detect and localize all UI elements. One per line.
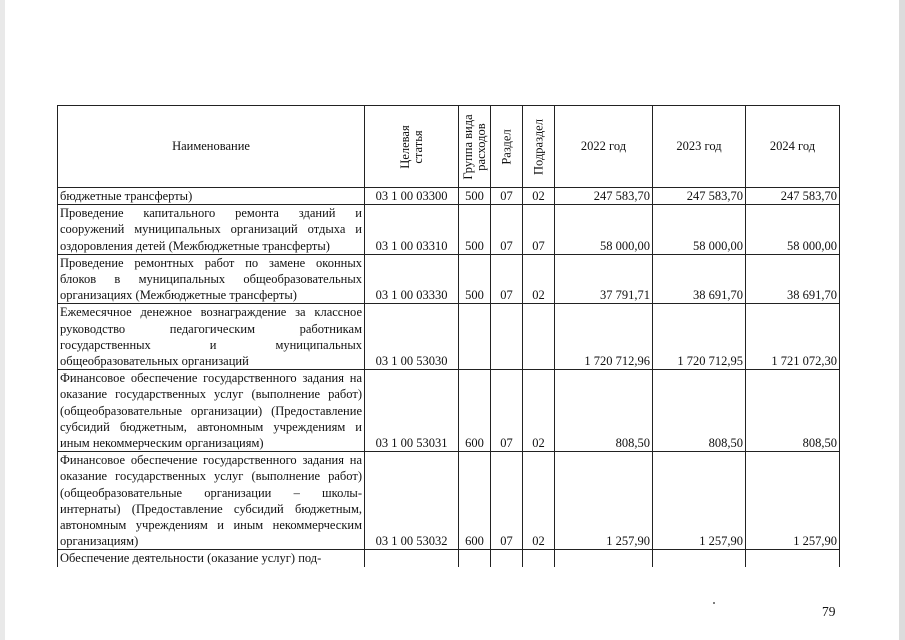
row-2023: 38 691,70 bbox=[653, 254, 746, 304]
table-row bbox=[58, 205, 840, 255]
row-subsection: 07 bbox=[523, 205, 555, 255]
row-name: Обеспечение деятельности (оказание услуг) под- bbox=[58, 550, 365, 567]
header-section-label: Раздел bbox=[499, 128, 513, 165]
row-2023 bbox=[653, 550, 746, 567]
row-2022: 1 720 712,96 bbox=[555, 304, 653, 370]
row-2023: 58 000,00 bbox=[653, 205, 746, 255]
row-name: бюджетные трансферты) bbox=[58, 188, 365, 205]
header-2022: 2022 год bbox=[555, 106, 653, 188]
row-expense-group: 500 bbox=[459, 254, 491, 304]
row-expense-group bbox=[459, 550, 491, 567]
row-expense-group bbox=[459, 304, 491, 370]
row-target-article: 03 1 00 53032 bbox=[365, 452, 459, 550]
row-2023: 808,50 bbox=[653, 370, 746, 452]
row-2022: 58 000,00 bbox=[555, 205, 653, 255]
header-subsection-label: Подраздел bbox=[531, 118, 545, 175]
row-2022: 247 583,70 bbox=[555, 188, 653, 205]
header-expense-group-label: Группа вида расходов bbox=[460, 113, 488, 180]
row-target-article: 03 1 00 03300 bbox=[365, 188, 459, 205]
scan-speck bbox=[713, 602, 715, 604]
header-target-article bbox=[365, 106, 459, 188]
row-section: 07 bbox=[491, 370, 523, 452]
row-target-article: 03 1 00 03330 bbox=[365, 254, 459, 304]
row-name: Финансовое обеспечение государственного задания на оказание государственных услуг (выполнение работ) (общеобразовательные организации) (Предоставление субсидий бюджетным, автономным учреждениям и иным некоммерческим организациям) bbox=[58, 370, 365, 452]
row-expense-group: 600 bbox=[459, 370, 491, 452]
header-section bbox=[491, 106, 523, 188]
row-section bbox=[491, 550, 523, 567]
row-2022: 808,50 bbox=[555, 370, 653, 452]
row-section: 07 bbox=[491, 452, 523, 550]
row-subsection: 02 bbox=[523, 188, 555, 205]
row-2022: 37 791,71 bbox=[555, 254, 653, 304]
row-name: Ежемесячное денежное вознаграждение за классное руководство педагогическим работникам государственных и муниципальных общеобразовательных организаций bbox=[58, 304, 365, 370]
row-expense-group: 500 bbox=[459, 188, 491, 205]
table-row bbox=[58, 550, 840, 567]
table-row bbox=[58, 452, 840, 550]
budget-table bbox=[57, 105, 840, 567]
header-2024: 2024 год bbox=[746, 106, 840, 188]
row-section: 07 bbox=[491, 188, 523, 205]
row-subsection: 02 bbox=[523, 254, 555, 304]
row-2023: 1 257,90 bbox=[653, 452, 746, 550]
row-2024 bbox=[746, 550, 840, 567]
table-header-row bbox=[58, 106, 840, 188]
row-2022: 1 257,90 bbox=[555, 452, 653, 550]
row-2023: 247 583,70 bbox=[653, 188, 746, 205]
row-expense-group: 500 bbox=[459, 205, 491, 255]
header-name: Наименование bbox=[58, 106, 365, 188]
row-section: 07 bbox=[491, 254, 523, 304]
table-row bbox=[58, 304, 840, 370]
row-2024: 247 583,70 bbox=[746, 188, 840, 205]
page-number: 79 bbox=[822, 604, 836, 619]
row-2024: 1 257,90 bbox=[746, 452, 840, 550]
row-section bbox=[491, 304, 523, 370]
row-2024: 58 000,00 bbox=[746, 205, 840, 255]
table-row bbox=[58, 370, 840, 452]
row-subsection: 02 bbox=[523, 370, 555, 452]
table-row bbox=[58, 254, 840, 304]
row-2023: 1 720 712,95 bbox=[653, 304, 746, 370]
row-name: Проведение капитального ремонта зданий и сооружений муниципальных организаций отдыха и оздоровления детей (Межбюджетные трансферты) bbox=[58, 205, 365, 255]
header-2023: 2023 год bbox=[653, 106, 746, 188]
row-target-article: 03 1 00 53030 bbox=[365, 304, 459, 370]
row-2024: 808,50 bbox=[746, 370, 840, 452]
table-row bbox=[58, 188, 840, 205]
row-name: Проведение ремонтных работ по замене оконных блоков в муниципальных общеобразовательных организациях (Межбюджетные трансферты) bbox=[58, 254, 365, 304]
header-expense-group bbox=[459, 106, 491, 188]
row-2024: 38 691,70 bbox=[746, 254, 840, 304]
row-subsection bbox=[523, 304, 555, 370]
row-2022 bbox=[555, 550, 653, 567]
row-2024: 1 721 072,30 bbox=[746, 304, 840, 370]
row-subsection: 02 bbox=[523, 452, 555, 550]
header-subsection bbox=[523, 106, 555, 188]
row-name: Финансовое обеспечение государственного задания на оказание государственных услуг (выполнение работ) (общеобразовательные организации – школы-интернаты) (Предоставление субсидий бюджетным, автономным учреждениям и иным некоммерческим организациям) bbox=[58, 452, 365, 550]
row-target-article: 03 1 00 03310 bbox=[365, 205, 459, 255]
row-expense-group: 600 bbox=[459, 452, 491, 550]
header-target-article-label: Целевая статья bbox=[397, 124, 425, 169]
row-subsection bbox=[523, 550, 555, 567]
row-section: 07 bbox=[491, 205, 523, 255]
row-target-article bbox=[365, 550, 459, 567]
row-target-article: 03 1 00 53031 bbox=[365, 370, 459, 452]
